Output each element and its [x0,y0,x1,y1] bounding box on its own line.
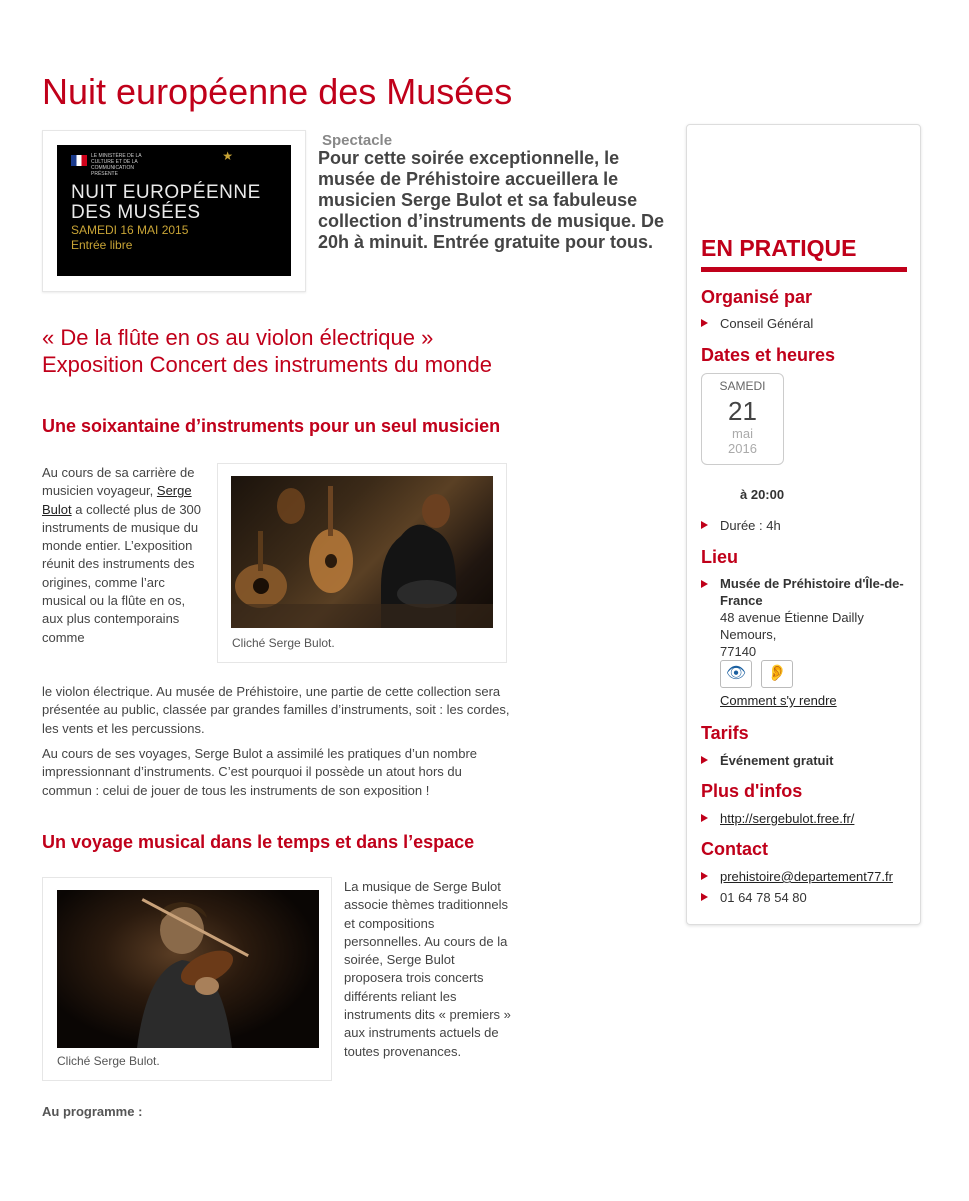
poster-title: NUIT EUROPÉENNE DES MUSÉES [71,182,261,223]
french-flag-icon [71,155,87,166]
website-link[interactable]: http://sergebulot.free.fr/ [720,811,855,826]
email-link[interactable]: prehistoire@departement77.fr [720,869,893,884]
phone-item [701,890,807,905]
event-poster-image [57,145,291,276]
photo-musician-instruments [217,463,507,663]
visual-accessibility-icon: 👁 [720,660,752,688]
sidebar-divider [701,267,907,272]
photo-violinist [42,877,332,1081]
poster-entry: Entrée libre [71,238,133,252]
section2-heading: Un voyage musical dans le temps et dans l’espace [42,832,475,852]
infos-heading: Plus d'infos [701,781,803,801]
bullet-triangle-icon [701,756,708,764]
organise-heading: Organisé par [701,287,813,307]
venue-street: 48 avenue Étienne Dailly [720,610,864,625]
bullet-triangle-icon [701,872,708,880]
organiser-item [701,316,813,331]
bullet-triangle-icon [701,814,708,822]
exposition-heading: « De la flûte en os au violon électrique » Exposition Concert des instruments du monde [42,325,493,377]
section2-paragraph: La musique de Serge Bulot associe thèmes traditionnels et compositions personnelles. Au cours de la soirée, Serge Bulot proposera trois concerts différents reliant les instruments dits « premiers » aux instruments actuels de toutes provenances. [344,879,511,1059]
duration-text: Durée : 4h [720,518,781,533]
venue-city: Nemours, [720,627,777,642]
event-lead: Pour cette soirée exceptionnelle, le musée de Préhistoire accueillera le musicien Serge Bulot et sa fabuleuse collection d’instruments de musique. De 20h à minuit. Entrée gratuite pour tous. [318,148,665,252]
bullet-triangle-icon [701,893,708,901]
bullet-triangle-icon [701,580,708,588]
ministry-logo-text: LE MINISTÈRE DE LA CULTURE ET DE LA COMMUNICATION PRÉSENTE [91,153,142,177]
violinist-photo [57,890,319,1048]
section1-paragraph-wrap [42,464,207,647]
practical-info-sidebar [686,124,921,925]
section1-paragraph-rest: a collecté plus de 300 instruments de musique du monde entier. L’exposition réunit des instruments des origines, comme l’arc musical ou la flûte en os, aux plus contemporains comme [42,501,202,645]
serge-bulot-link[interactable]: Serge Bulot [42,483,192,517]
price-text: Événement gratuit [720,753,834,768]
star-icon: ★ [222,149,233,163]
dates-heading: Dates et heures [701,345,836,365]
date-calendar-badge [701,373,784,465]
program-label: Au programme : [42,1104,143,1119]
website-item [701,811,854,826]
organiser-name: Conseil Général [720,316,814,331]
instruments-photo [231,476,493,628]
event-time: à 20:00 [740,487,785,502]
venue-zip: 77140 [720,644,757,659]
calendar-date: 21 [728,396,757,426]
page-title: Nuit européenne des Musées [42,71,513,112]
contact-heading: Contact [701,839,768,859]
venue-name: Musée de Préhistoire d'Île-de-France [720,576,904,608]
hero-image-frame [42,130,306,292]
bullet-triangle-icon [701,319,708,327]
duration-item [701,518,781,533]
phone-number: 01 64 78 54 80 [720,890,807,905]
photo-caption: Cliché Serge Bulot. [57,1054,160,1068]
tarifs-heading: Tarifs [701,723,749,743]
bullet-triangle-icon [701,521,708,529]
section1-paragraph-start: Au cours de sa carrière de musicien voyageur, [42,465,195,499]
lieu-heading: Lieu [701,547,739,567]
directions-link[interactable]: Comment s'y rendre [720,693,837,708]
section1-paragraph-2: Au cours de ses voyages, Serge Bulot a assimilé les pratiques d’un nombre impressionnant d’instruments. C’est pourquoi il possède un atout hors du commun : celui de jouer de tous les instruments de son exposition ! [42,746,478,798]
section1-paragraph-continued: le violon électrique. Au musée de Préhistoire, une partie de cette collection sera présentée au public, classée par grandes familles d’instruments, soit : les cordes, les vents et les percussions. [42,684,510,736]
calendar-day: SAMEDI [719,379,766,393]
calendar-month: mai [732,426,753,441]
photo-caption: Cliché Serge Bulot. [232,636,335,650]
poster-date: SAMEDI 16 MAI 2015 [71,223,189,237]
event-category: Spectacle [322,132,393,149]
venue-address [720,575,910,660]
hearing-accessibility-icon: 👂 [761,660,793,688]
calendar-year: 2016 [728,441,757,456]
email-item [701,869,893,884]
price-item [701,753,833,768]
section1-heading: Une soixantaine d’instruments pour un seul musicien [42,416,501,436]
sidebar-title: EN PRATIQUE [701,235,857,261]
